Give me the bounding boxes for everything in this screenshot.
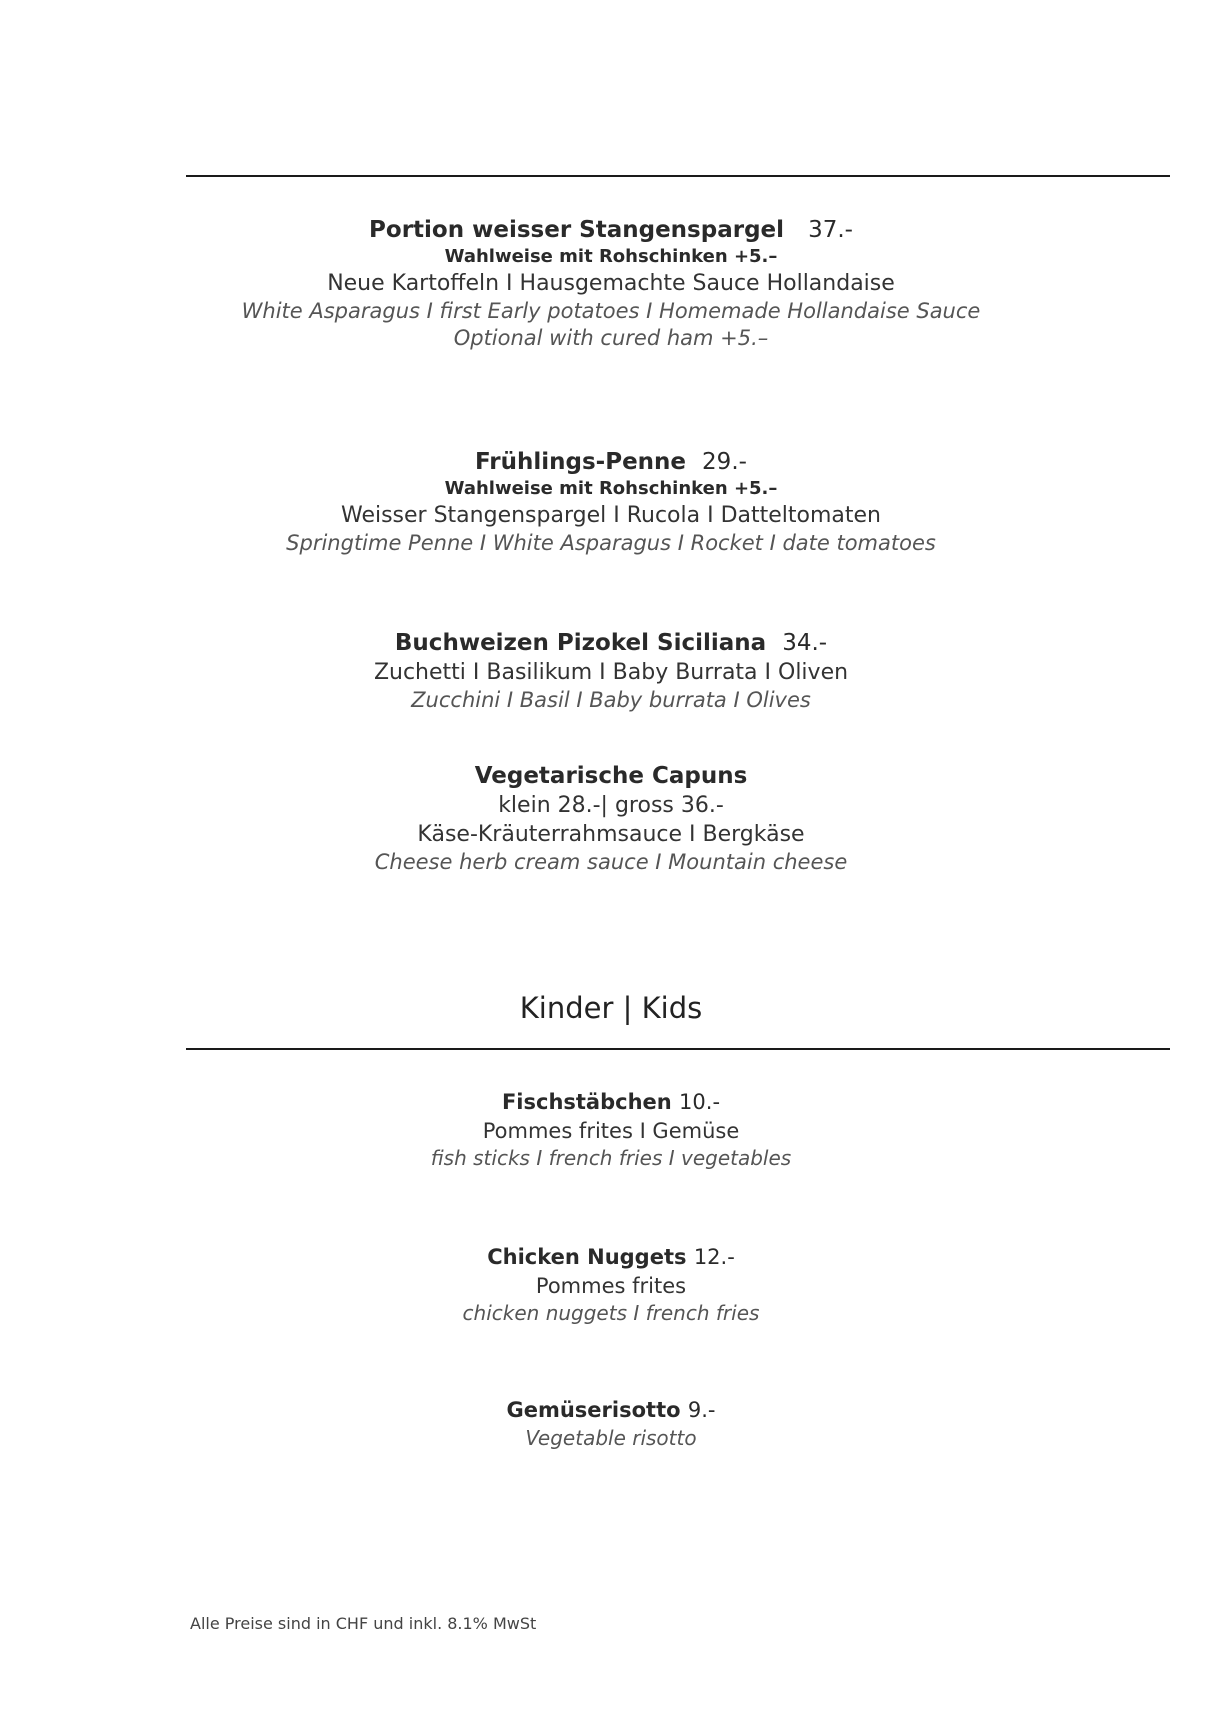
item-sizes: klein 28.-| gross 36.- (498, 793, 724, 818)
item-price: 10.- (679, 1090, 721, 1114)
kids-item-fischstaebchen (0, 1087, 1222, 1172)
item-price: 29.- (702, 449, 747, 475)
menu-item-fruehlings-penne (0, 447, 1222, 557)
menu-item-capuns (0, 761, 1222, 876)
item-description-de: Neue Kartoffeln I Hausgemachte Sauce Hollandaise (327, 271, 895, 296)
kids-item-chicken-nuggets (0, 1242, 1222, 1327)
item-description-en: Cheese herb cream sauce I Mountain cheese (374, 850, 848, 874)
item-description-en: Vegetable risotto (525, 1426, 697, 1450)
item-description-en: White Asparagus I first Early potatoes I Homemade Hollandaise Sauce (241, 299, 981, 323)
kids-item-gemueserisotto (0, 1395, 1222, 1452)
item-title: Fischstäbchen (501, 1090, 672, 1114)
item-description-de: Pommes frites I Gemüse (482, 1119, 740, 1143)
item-title-line (0, 1242, 1222, 1272)
item-title: Frühlings-Penne (475, 449, 687, 475)
item-option-en: Optional with cured ham +5.– (453, 326, 769, 350)
item-title-line (0, 628, 1222, 658)
item-title: Gemüserisotto (506, 1398, 681, 1422)
item-price: 34.- (782, 630, 828, 656)
item-title: Buchweizen Pizokel Siciliana (394, 630, 767, 656)
item-price: 9.- (687, 1398, 716, 1422)
price-note: Alle Preise sind in CHF und inkl. 8.1% MwSt (190, 1614, 537, 1633)
item-title: Portion weisser Stangenspargel (369, 217, 785, 243)
item-price: 12.- (693, 1245, 735, 1269)
item-option: Wahlweise mit Rohschinken +5.– (444, 478, 778, 499)
item-title: Vegetarische Capuns (474, 763, 748, 789)
item-price: 37.- (808, 217, 853, 243)
item-description-de: Weisser Stangenspargel I Rucola I Datteltomaten (340, 503, 881, 528)
kids-divider (186, 1048, 1170, 1050)
item-description-en: chicken nuggets I french fries (462, 1301, 760, 1325)
item-description-en: fish sticks I french fries I vegetables (430, 1146, 792, 1170)
menu-item-pizokel (0, 628, 1222, 714)
item-description-en: Springtime Penne I White Asparagus I Rocket I date tomatoes (286, 531, 936, 555)
item-title-line (0, 447, 1222, 477)
item-title: Chicken Nuggets (487, 1245, 687, 1269)
item-description-de: Zuchetti I Basilikum I Baby Burrata I Oliven (373, 660, 849, 685)
menu-item-stangenspargel (0, 215, 1222, 352)
item-description-en: Zucchini I Basil I Baby burrata I Olives (411, 688, 811, 712)
top-divider (186, 175, 1170, 177)
item-description-de: Käse-Kräuterrahmsauce I Bergkäse (417, 822, 805, 847)
item-description-de: Pommes frites (535, 1274, 687, 1298)
item-title-line (0, 215, 1222, 245)
item-option: Wahlweise mit Rohschinken +5.– (444, 246, 778, 267)
item-title-line (0, 1395, 1222, 1425)
kids-section-heading: Kinder | Kids (519, 991, 703, 1025)
item-title-line (0, 1087, 1222, 1117)
